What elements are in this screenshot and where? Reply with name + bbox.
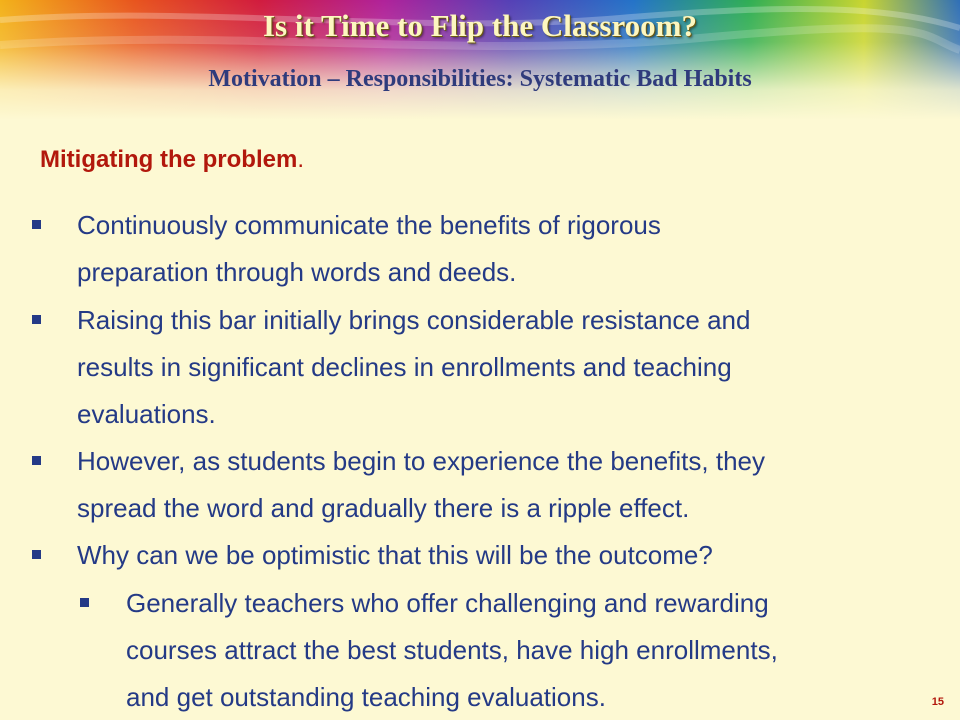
bullet-text xyxy=(126,580,778,720)
bullet-line: Continuously communicate the benefits of rigorous xyxy=(77,210,661,240)
bullet-marker-icon xyxy=(32,220,41,229)
bullet-text xyxy=(77,202,661,296)
section-heading-period: . xyxy=(297,146,304,173)
bullet-item xyxy=(0,297,960,438)
bullet-line: Why can we be optimistic that this will be the outcome? xyxy=(77,540,713,570)
section-heading-text: Mitigating the problem xyxy=(40,146,298,173)
bullet-item xyxy=(0,202,960,296)
bullet-line: results in significant declines in enrollments and teaching xyxy=(77,352,732,382)
bullet-line: evaluations. xyxy=(77,399,216,429)
bullet-line: Generally teachers who offer challenging and rewarding xyxy=(126,588,769,618)
bullet-text xyxy=(77,438,765,532)
bullet-line: preparation through words and deeds. xyxy=(77,257,517,287)
bullet-marker-icon xyxy=(80,598,89,607)
section-heading xyxy=(40,146,304,174)
slide-subtitle: Motivation – Responsibilities: Systematic Bad Habits xyxy=(208,66,752,92)
bullet-text xyxy=(77,297,750,438)
bullet-item xyxy=(0,532,960,579)
bullet-line: However, as students begin to experience the benefits, they xyxy=(77,446,765,476)
bullet-line: spread the word and gradually there is a ripple effect. xyxy=(77,493,690,523)
slide-title: Is it Time to Flip the Classroom? xyxy=(262,8,697,43)
bullet-line: courses attract the best students, have high enrollments, xyxy=(126,635,778,665)
bullet-item xyxy=(0,580,960,720)
bullet-line: and get outstanding teaching evaluations. xyxy=(126,682,606,712)
bullet-text xyxy=(77,532,713,579)
bullet-marker-icon xyxy=(32,315,41,324)
bullet-marker-icon xyxy=(32,550,41,559)
bullet-line: Raising this bar initially brings considerable resistance and xyxy=(77,305,751,335)
bullet-marker-icon xyxy=(32,456,41,465)
bullet-item xyxy=(0,438,960,532)
page-number: 15 xyxy=(931,696,944,708)
